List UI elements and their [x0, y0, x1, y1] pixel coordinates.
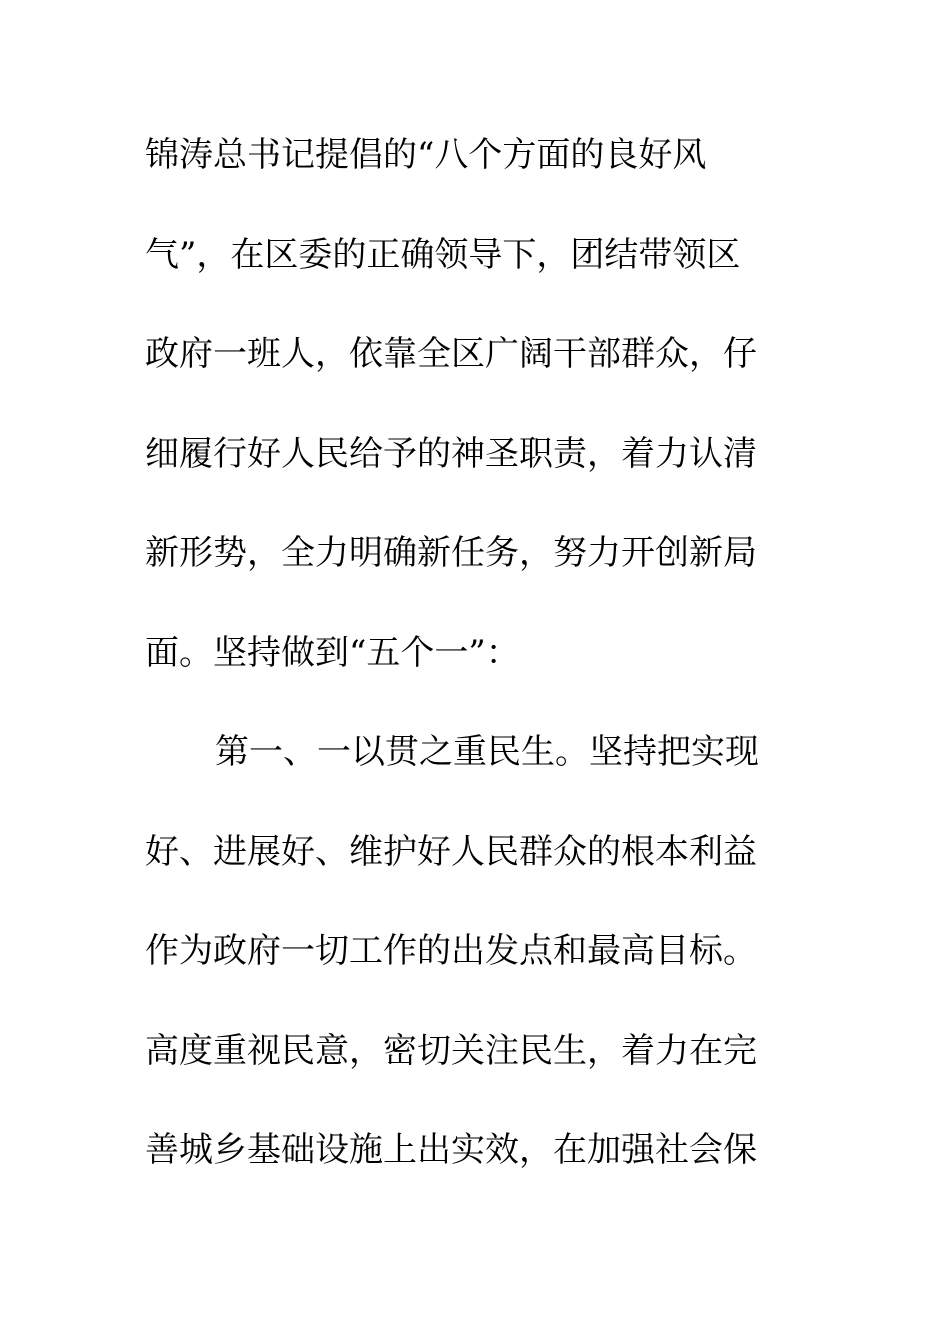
- text-line: 政府一班人，依靠全区广阔干部群众，仔: [145, 334, 757, 374]
- text-line: 高度重视民意，密切关注民生，着力在完: [145, 1030, 757, 1071]
- text-line: 面。坚持做到“五个一”：: [145, 632, 520, 673]
- text-line: 新形势，全力明确新任务，努力开创新局: [145, 533, 757, 573]
- text-line: 善城乡基础设施上出实效，在加强社会保: [145, 1130, 757, 1170]
- text-line: 锦涛总书记提倡的“八个方面的良好风: [145, 135, 707, 175]
- paragraph-start-line: 第一、一以贯之重民生。坚持把实现: [215, 732, 759, 772]
- body-text: [145, 125, 785, 1220]
- text-line: 气”，在区委的正确领导下，团结带领区: [145, 234, 741, 275]
- text-line: 作为政府一切工作的出发点和最高目标。: [145, 931, 757, 971]
- text-line: 好、进展好、维护好人民群众的根本利益: [145, 831, 757, 872]
- text-line: 细履行好人民给予的神圣职责，着力认清: [145, 433, 757, 474]
